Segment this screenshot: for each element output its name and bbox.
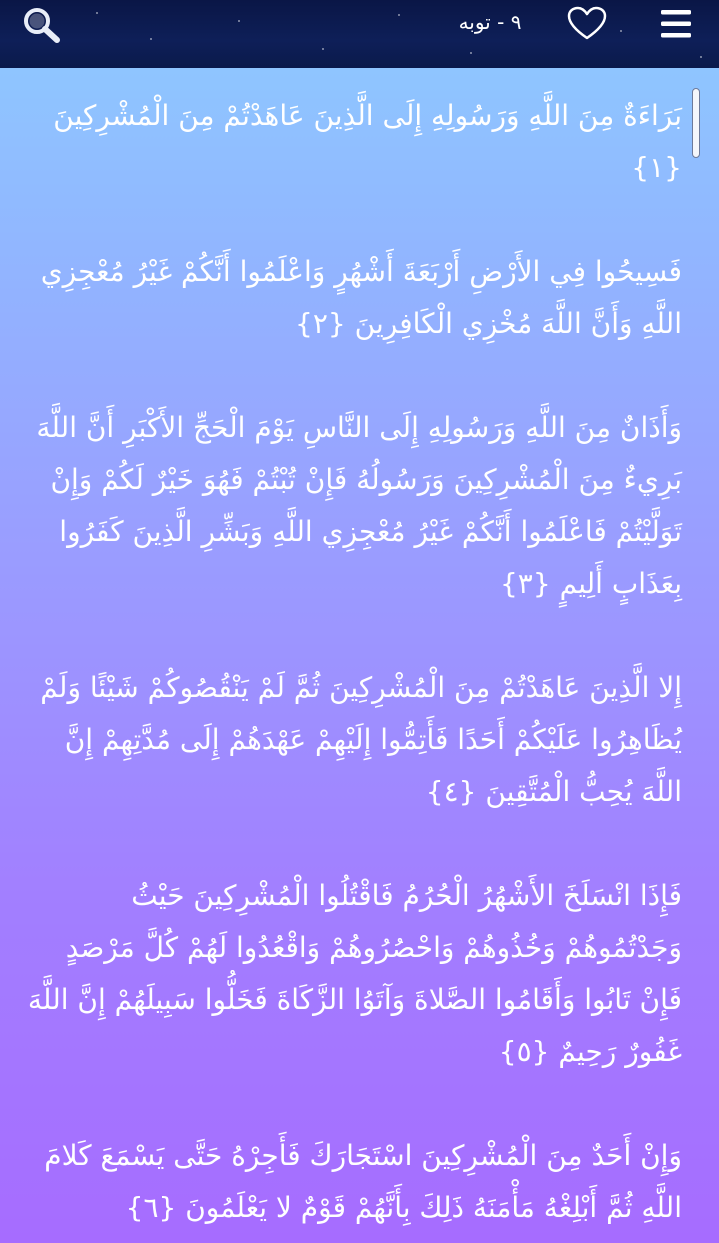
verse-text: بَرَاءَةٌ مِنَ اللَّهِ وَرَسُولِهِ إِلَى الَّذِينَ عَاهَدْتُمْ مِنَ الْمُشْرِكِينَ	[53, 99, 682, 132]
search-icon	[20, 4, 64, 44]
surah-title: ۹ - توبه	[458, 10, 522, 34]
verse-text: وَأَذَانٌ مِنَ اللَّهِ وَرَسُولِهِ إِلَى النَّاسِ يَوْمَ الْحَجِّ الأَكْبَرِ أَنَّ اللَّهَ بَرِيءٌ مِنَ الْمُشْرِكِينَ وَرَسُولُهُ فَإِنْ تُبْتُمْ فَهُوَ خَيْرٌ لَكُمْ وَإِنْ تَوَلَّيْتُمْ فَاعْلَمُوا أَنَّكُمْ غَيْرُ مُعْجِزِي اللَّهِ وَبَشِّرِ الَّذِينَ كَفَرُوا بِعَذَابٍ أَلِيمٍ	[36, 411, 682, 600]
search-button[interactable]	[20, 4, 64, 44]
scrollbar-thumb[interactable]	[692, 88, 700, 158]
verse-text: فَإِذَا انْسَلَخَ الأَشْهُرُ الْحُرُمُ فَاقْتُلُوا الْمُشْرِكِينَ حَيْثُ وَجَدْتُمُوهُمْ وَخُذُوهُمْ وَاحْصُرُوهُمْ وَاقْعُدُوا لَهُمْ كُلَّ مَرْصَدٍ فَإِنْ تَابُوا وَأَقَامُوا الصَّلاةَ وَآتَوُا الزَّكَاةَ فَخَلُّوا سَبِيلَهُمْ إِنَّ اللَّهَ غَفُورٌ رَحِيمٌ	[27, 879, 682, 1068]
verses-list	[22, 90, 682, 1243]
verse-text: فَسِيحُوا فِي الأَرْضِ أَرْبَعَةَ أَشْهُرٍ وَاعْلَمُوا أَنَّكُمْ غَيْرُ مُعْجِزِي اللَّهِ وَأَنَّ اللَّهَ مُخْزِي الْكَافِرِينَ	[40, 255, 682, 340]
verse-5[interactable]	[22, 870, 682, 1078]
verse-3[interactable]	[22, 402, 682, 610]
star-decoration	[96, 12, 98, 14]
verse-1[interactable]	[22, 90, 682, 194]
verse-number: {٦}	[125, 1191, 177, 1224]
star-decoration	[150, 38, 152, 40]
star-decoration	[470, 52, 472, 54]
star-decoration	[322, 48, 324, 50]
verse-number: {۱}	[631, 151, 682, 184]
verse-6[interactable]	[22, 1130, 682, 1234]
top-app-bar	[0, 0, 719, 68]
verse-number: {٤}	[425, 775, 477, 808]
verse-number: {٥}	[498, 1035, 550, 1068]
verse-4[interactable]	[22, 662, 682, 818]
verse-text: وَإِنْ أَحَدٌ مِنَ الْمُشْرِكِينَ اسْتَجَارَكَ فَأَجِرْهُ حَتَّى يَسْمَعَ كَلامَ اللَّهِ ثُمَّ أَبْلِغْهُ مَأْمَنَهُ ذَلِكَ بِأَنَّهُمْ قَوْمٌ لا يَعْلَمُونَ	[44, 1139, 682, 1224]
verse-2[interactable]	[22, 246, 682, 350]
star-decoration	[238, 20, 240, 22]
star-decoration	[398, 14, 400, 16]
verse-text: إِلا الَّذِينَ عَاهَدْتُمْ مِنَ الْمُشْرِكِينَ ثُمَّ لَمْ يَنْقُصُوكُمْ شَيْئًا وَلَمْ يُظَاهِرُوا عَلَيْكُمْ أَحَدًا فَأَتِمُّوا إِلَيْهِمْ عَهْدَهُمْ إِلَى مُدَّتِهِمْ إِنَّ اللَّهَ يُحِبُّ الْمُتَّقِينَ	[40, 671, 682, 808]
favorite-button[interactable]	[566, 6, 608, 42]
star-decoration	[700, 56, 702, 58]
menu-button[interactable]	[658, 6, 694, 42]
hamburger-menu-icon	[658, 6, 694, 42]
verse-number: {۳}	[499, 567, 551, 600]
heart-icon	[566, 6, 608, 42]
verse-number: {۲}	[295, 307, 346, 340]
star-decoration	[620, 30, 622, 32]
